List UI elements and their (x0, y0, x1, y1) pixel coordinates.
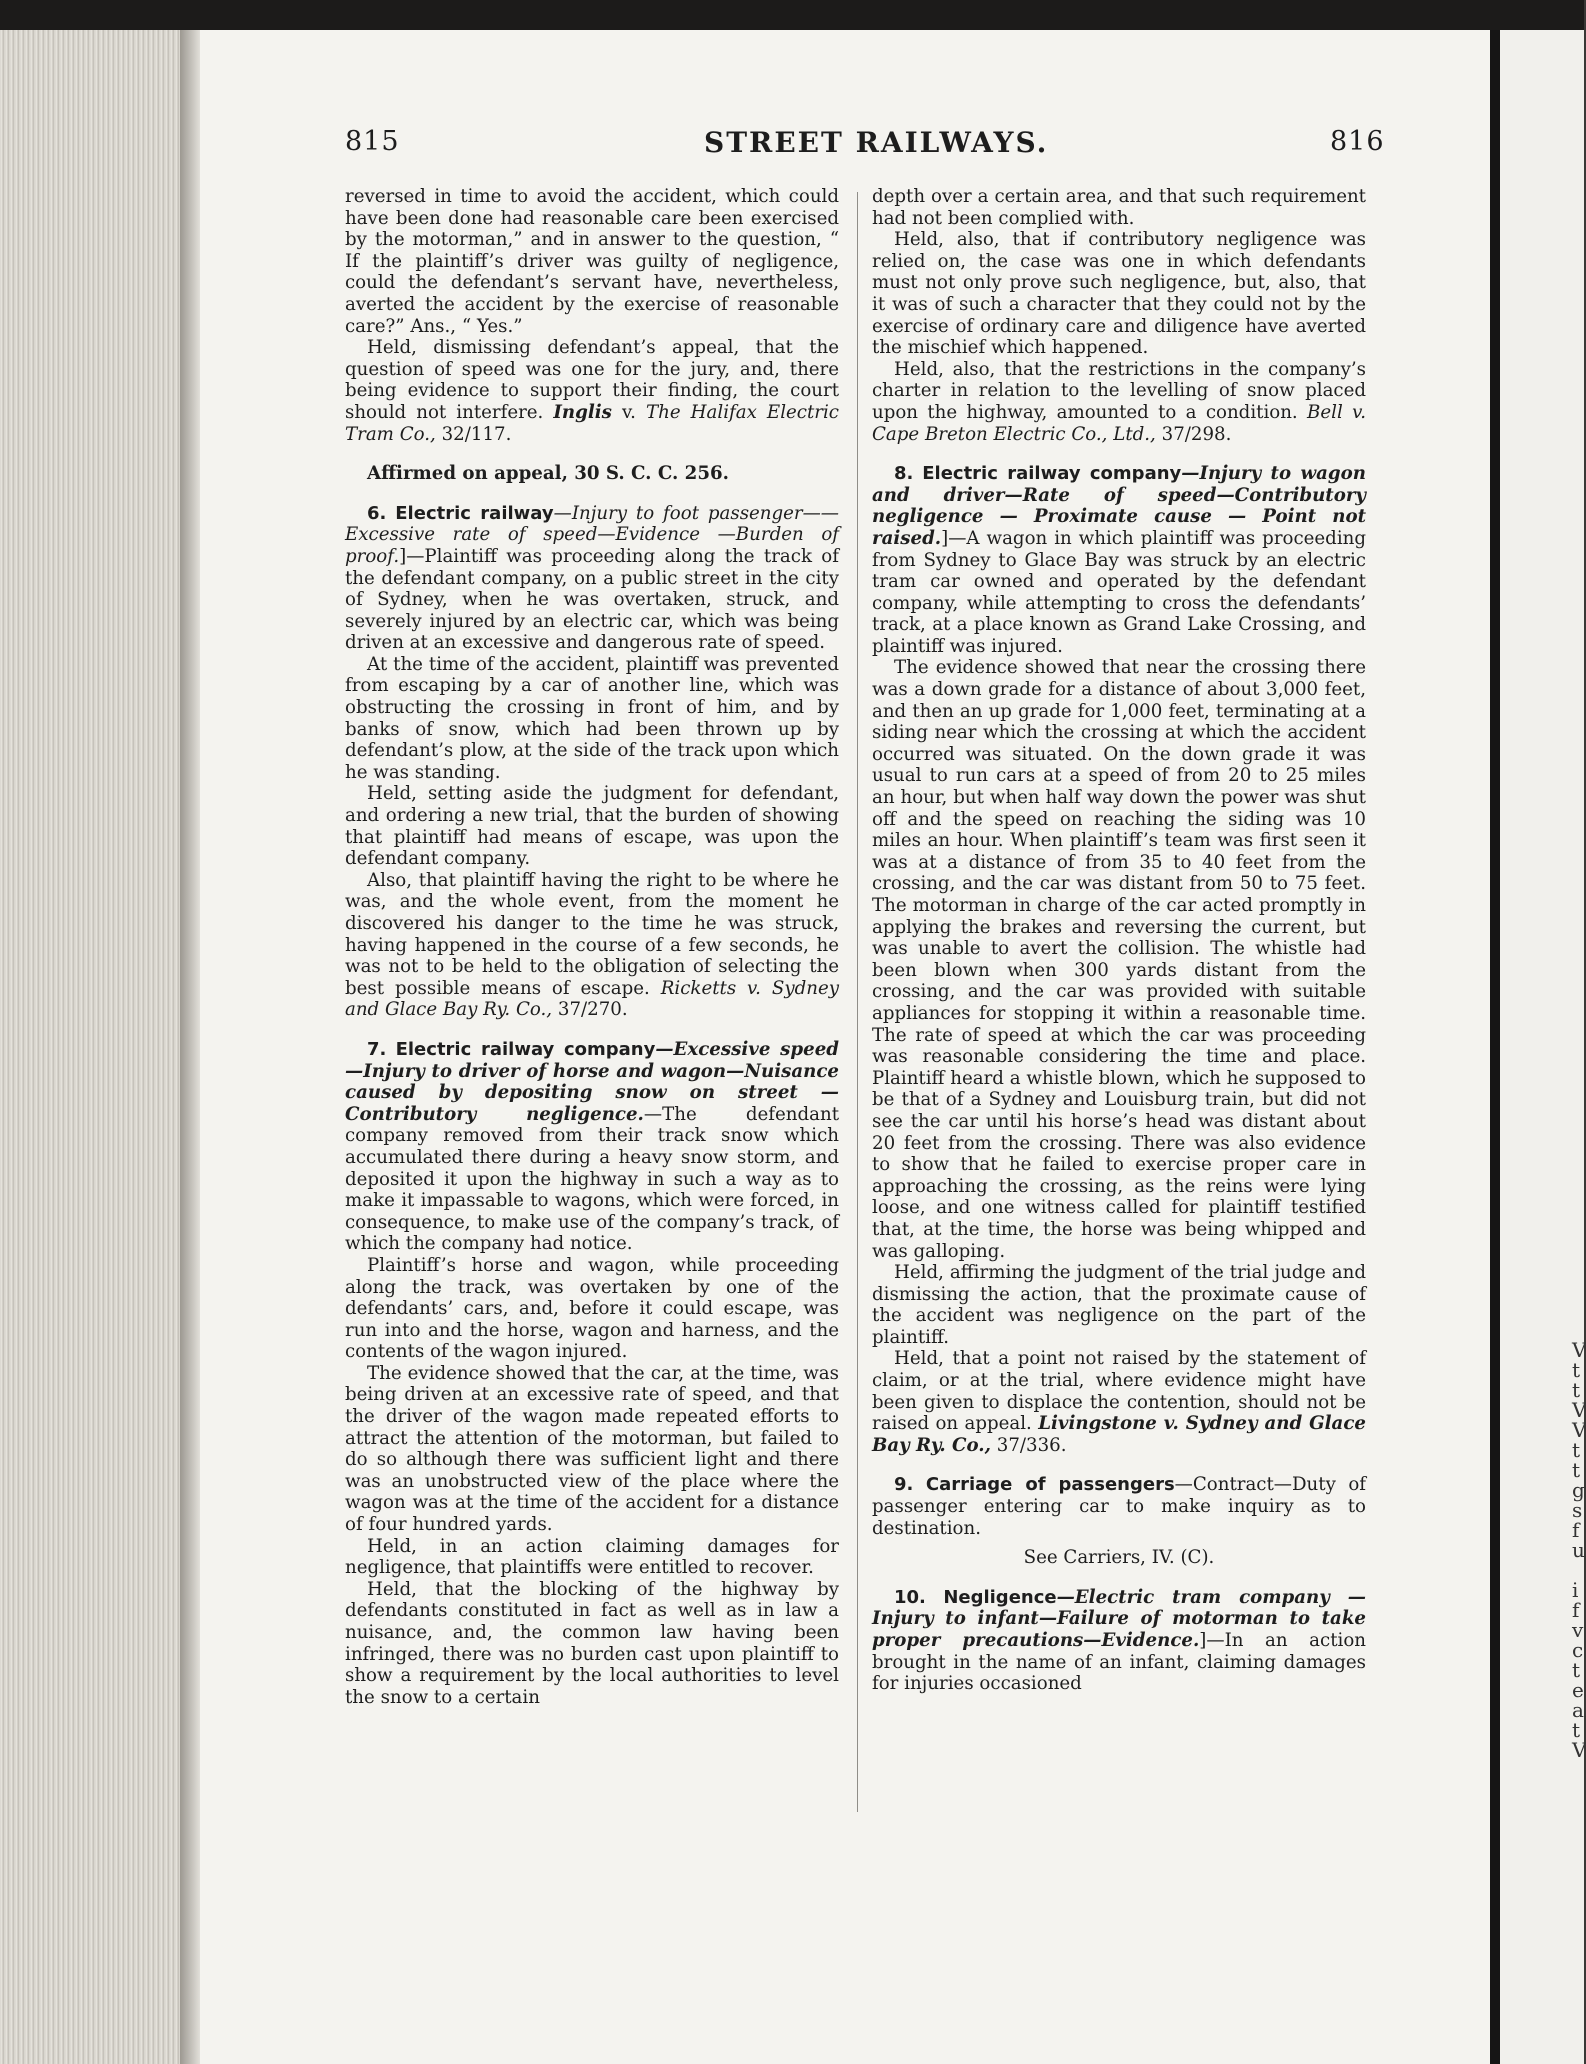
column-divider (857, 192, 858, 1812)
entry-7-paragraph-2: The evidence showed that the car, at the time, was being driven at an excessive rate of speed, and that the driver of the wagon made repeated efforts to attract the attention of the motorman, but failed to do so although there was sufficient light and there was an unobstructed view of the place where the wagon was at the time of the accident for a distance of four hundred yards. (345, 1362, 839, 1536)
entry-6-holding: Held, setting aside the judgment for defendant, and ordering a new trial, that the burden of showing that plaintiff had means of escape, was upon the defendant company. (345, 783, 839, 870)
entry-6-paragraph: At the time of the accident, plaintiff was prevented from escaping by a car of another line, which was obstructing the crossing in front of him, and by banks of snow, which had been thrown up by defendant’s plow, at the side of the track upon which he was standing. (345, 653, 839, 783)
next-page-char: t (1572, 1658, 1581, 1682)
next-page-char: V (1572, 1738, 1586, 1762)
continued-paragraph-right: depth over a certain area, and that such requirement had not been complied with. (872, 186, 1366, 229)
entry-8: 8. Electric railway company—Injury to wagon and driver—Rate of speed—Contributory negligence — Proximate cause — Point not raised.]—A wagon in which plaintiff was proceeding from Sydney to Glace Bay was struck by an electric tram car owned and operated by the defendant company, while attempting to cross the defendants’ track, at a place known as Grand Lake Crossing, and plaintiff was injured. (872, 463, 1366, 657)
holding-paragraph: Held, dismissing defendant’s appeal, that the question of speed was one for the jury, and, there being evidence to support their finding, the court should not interfere. Inglis v. The Halifax Electric Tram Co., 32/117. (345, 337, 839, 445)
scanner-top-edge (0, 0, 1584, 30)
next-page-char: e (1572, 1678, 1584, 1702)
next-page-char (1572, 1560, 1584, 1580)
affirmed-note: Affirmed on appeal, 30 S. C. C. 256. (367, 463, 729, 485)
next-page-char: t (1572, 1458, 1581, 1482)
page-number-left: 815 (345, 126, 400, 157)
running-head-title: STREET RAILWAYS. (704, 126, 1049, 159)
entry-8-holding-2: Held, that a point not raised by the statement of claim, or at the trial, where evidence might have been given to displace the contention, should not be raised on appeal. Livingstone v. Sydney and Glace Bay Ry. Co., 37/336. (872, 1348, 1366, 1456)
book-page-stack (0, 30, 200, 2064)
entry-6-holding-2: Also, that plaintiff having the right to be where he was, and the whole event, from the moment he discovered his danger to the time he was struck, having happened in the course of a few seconds, he was not to be held to the obligation of selecting the best possible means of escape. Ricketts v. Sydney and Glace Bay Ry. Co., 37/270. (345, 869, 839, 1021)
continued-paragraph: reversed in time to avoid the accident, which could have been done had reasonable care been exercised by the motorman,” and in answer to the question, “ If the plaintiff’s driver was guilty of negligence, could the defendant’s servant have, nevertheless, averted the accident by the exercise of reasonable care?” Ans., “ Yes.” (345, 186, 839, 337)
next-page-char: V (1572, 1338, 1586, 1362)
entry-7: 7. Electric railway company—Excessive speed—Injury to driver of horse and wagon—Nuisance caused by depositing snow on street — Contributory negligence.—The defendant company removed from their track snow which accumulated there during a heavy snow storm, and deposited it upon the highway in such a way as to make it impassable to wagons, which were forced, in consequence, to make use of the company’s track, of which the company had notice. (345, 1038, 840, 1255)
left-column (345, 186, 839, 1708)
next-page-char: f (1572, 1598, 1580, 1622)
next-page-char: V (1572, 1398, 1586, 1422)
next-page-char: s (1572, 1498, 1583, 1522)
next-page-char: a (1572, 1698, 1584, 1722)
holding-paragraph-right-2: Held, also, that the restrictions in the company’s charter in relation to the levelling of snow placed upon the highway, amounted to a condition. Bell v. Cape Breton Electric Co., Ltd., 37/298. (872, 358, 1366, 445)
page-number-right: 816 (1330, 126, 1385, 157)
entry-7-paragraph: Plaintiff’s horse and wagon, while proceeding along the track, was overtaken by one of the defendants’ cars, and, before it could escape, was run into and the horse, wagon and harness, and the contents of the wagon injured. (345, 1254, 839, 1363)
book-right-gutter (1490, 30, 1500, 2064)
next-page-char: u (1572, 1538, 1585, 1562)
next-page-char: v (1572, 1618, 1584, 1642)
next-page-char: c (1572, 1638, 1584, 1662)
cross-reference: See Carriers, IV. (C). (1023, 1547, 1215, 1569)
entry-10: 10. Negligence—Electric tram company —Injury to infant—Failure of motorman to take proper precautions—Evidence.]—In an action brought in the name of an infant, claiming damages for injuries occasioned (872, 1586, 1366, 1695)
next-page-char: t (1572, 1378, 1581, 1402)
entry-6: 6. Electric railway—Injury to foot passenger——Excessive rate of speed—Evidence —Burden of proof.]—Plaintiff was proceeding along the track of the defendant company, on a public street in the city of Sydney, when he was overtaken, struck, and severely injured by an electric car, which was being driven at an excessive and dangerous rate of speed. (345, 502, 839, 654)
entry-9: 9. Carriage of passengers—Contract—Duty of passenger entering car to make inquiry as to destination. (872, 1474, 1367, 1539)
entry-7-holding: Held, in an action claiming damages for negligence, that plaintiffs were entitled to recover. (345, 1535, 839, 1579)
entry-8-holding: Held, affirming the judgment of the trial judge and dismissing the action, that the proximate cause of the accident was negligence on the part of the plaintiff. (872, 1262, 1366, 1348)
entry-7-holding-2: Held, that the blocking of the highway by defendants constituted in fact as well as in law a nuisance, and, the common law having been infringed, there was no burden cast upon plaintiff to show a requirement by the local authorities to level the snow to a certain (345, 1578, 839, 1708)
next-page-char: g (1572, 1478, 1585, 1502)
next-page-char: f (1572, 1518, 1580, 1542)
next-page-fragment-text (1572, 1340, 1584, 1760)
right-column (872, 186, 1366, 1695)
holding-paragraph-right: Held, also, that if contributory negligence was relied on, the case was one in which defendants must not only prove such negligence, but, also, that it was of such a character that they could not by the exercise of ordinary care and diligence have averted the mischief which happened. (872, 229, 1366, 359)
next-page-char: t (1572, 1718, 1581, 1742)
next-page-char: t (1572, 1438, 1581, 1462)
book-gutter-shadow (180, 30, 202, 2064)
next-page-char: t (1572, 1358, 1581, 1382)
next-page-char: V (1572, 1418, 1586, 1442)
next-page-char: i (1572, 1578, 1579, 1602)
entry-8-evidence: The evidence showed that near the crossing there was a down grade for a distance of about 3,000 feet, and then an up grade for 1,000 feet, terminating at a siding near which the crossing at which the accident occurred was situated. On the down grade it was usual to run cars at a speed of from 20 to 25 miles an hour, but when half way down the power was shut off and the speed on reaching the siding was 10 miles an hour. When plaintiff’s team was first seen it was at a distance of from 35 to 40 feet from the crossing, and the car was distant from 50 to 75 feet. The motorman in charge of the car acted promptly in applying the brakes and reversing the current, but was unable to avert the collision. The whistle had been blown when 300 yards distant from the crossing, and the car was provided with suitable appliances for stopping it within a reasonable time. The rate of speed at which the car was proceeding was reasonable considering the time and place. Plaintiff heard a whistle blown, which he supposed to be that of a Sydney and Louisburg train, but did not see the car until his horse’s head was distant about 20 feet from the crossing. There was also evidence to show that he failed to exercise proper care in approaching the crossing, as the reins were lying loose, and one witness called for plaintiff testified that, at the time, the horse was being whipped and was galloping. (872, 657, 1366, 1262)
